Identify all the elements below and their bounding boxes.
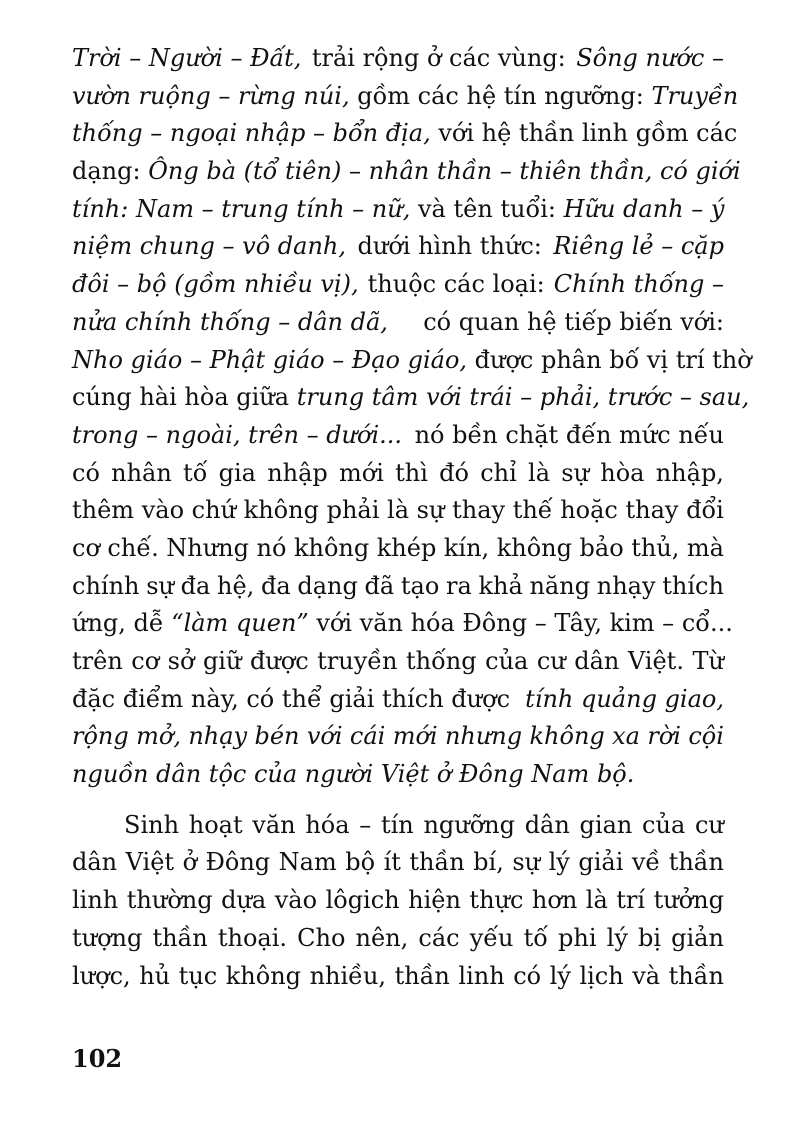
word: mới [339, 458, 384, 487]
word: đa [180, 571, 211, 600]
word: đó [439, 458, 469, 487]
italic-text-segment: Ông bà (tổ tiên) – nhân thần – thiên thần, có giới [148, 157, 741, 186]
word: cư [694, 810, 724, 839]
word: nó [256, 533, 287, 562]
italic-text-segment: “làm quen” [171, 609, 309, 638]
text-line [72, 807, 724, 845]
word: không [243, 496, 319, 525]
text-segment [72, 920, 724, 958]
word: sự [146, 571, 174, 600]
word: cái [349, 722, 386, 751]
word: nên, [355, 923, 409, 952]
word: dân [524, 810, 570, 839]
word: thực [469, 886, 524, 915]
text-line [72, 153, 741, 191]
italic-text-segment: Trời – Người – Đất, [72, 44, 302, 72]
word: lịch [579, 961, 624, 990]
page-body [72, 40, 752, 995]
text-segment [72, 844, 724, 882]
word: thì [395, 458, 428, 487]
paragraph-gap [72, 794, 724, 807]
text-segment: nó bền chặt đến mức nếu [406, 420, 724, 449]
word: vào [141, 496, 185, 525]
word: vào [274, 886, 318, 915]
text-line [72, 78, 739, 116]
text-segment [72, 882, 724, 920]
word: mới [392, 722, 438, 751]
word: chính [72, 571, 140, 600]
word: bí, [473, 848, 504, 877]
word: phi [558, 923, 597, 952]
word: thay [452, 496, 506, 525]
italic-text-segment: nửa chính thống – dân dã, [72, 307, 388, 336]
italic-text-segment: vườn ruộng – rừng núi, [72, 81, 350, 110]
word: linh [72, 886, 119, 915]
italic-text-segment: Truyền [651, 81, 739, 110]
italic-text-segment [72, 718, 724, 756]
text-line [72, 530, 724, 568]
word: hủ [139, 961, 171, 990]
word: – [359, 810, 372, 839]
text-line [72, 417, 724, 455]
word: ngưỡng [423, 810, 515, 839]
text-segment [124, 807, 724, 845]
word: rộng [72, 722, 129, 751]
text-line [72, 342, 752, 380]
word: cơ [72, 533, 100, 562]
text-segment: và tên tuổi: [410, 194, 564, 223]
word: Việt. [627, 647, 684, 675]
word: chỉ [480, 458, 517, 487]
word: dựa [221, 886, 267, 915]
word: Nam [278, 848, 337, 877]
word: không [496, 533, 572, 562]
word: hòa [600, 458, 645, 487]
word: tạo [400, 571, 440, 600]
word: lôgich [325, 886, 400, 915]
word: thần [394, 961, 450, 990]
word: tưởng [653, 886, 724, 915]
word: của [485, 647, 529, 675]
word: hiện [408, 886, 461, 915]
page-number: 102 [72, 1044, 123, 1073]
text-line [72, 681, 724, 719]
text-line [72, 228, 724, 266]
word: và [632, 961, 661, 990]
word: không [529, 722, 605, 751]
word: bị [637, 923, 662, 952]
word: là [585, 886, 608, 915]
word: thường [126, 886, 213, 915]
word: trí [616, 886, 646, 915]
word: Cho [297, 923, 346, 952]
word: linh [458, 961, 505, 990]
word: nhạy [188, 722, 248, 751]
word: ra [446, 571, 472, 600]
word: cơ [131, 647, 160, 675]
word: yếu [469, 923, 514, 952]
text-line [72, 191, 724, 229]
text-segment: với văn hóa Đông – Tây, kim – cổ... [308, 609, 733, 638]
word: sự [561, 458, 590, 487]
word: khép [376, 533, 437, 562]
word: năng [529, 571, 591, 600]
text-line [72, 266, 724, 304]
word: trên [72, 647, 123, 675]
word: cội [688, 722, 724, 751]
word: cư [536, 647, 566, 675]
text-segment: trải rộng ở các vùng: [304, 44, 574, 72]
word: tượng [72, 923, 143, 952]
word: ở [182, 848, 198, 877]
word: thay [625, 496, 679, 525]
word: là [528, 458, 551, 487]
word: không [293, 533, 370, 562]
word: tín [380, 810, 414, 839]
word: rời [647, 722, 681, 751]
italic-text-segment: tính: Nam – trung tính – nữ, [72, 194, 411, 223]
word: kín, [443, 533, 490, 562]
text-line [72, 492, 724, 530]
text-segment [72, 530, 724, 568]
word: nhiều, [309, 961, 387, 990]
word: thần [409, 848, 465, 877]
text-segment: cúng hài hòa giữa [72, 383, 297, 412]
word: Sinh [124, 810, 180, 839]
word: lý [606, 923, 628, 952]
word: được [249, 647, 309, 675]
word: sự [416, 496, 445, 525]
word: bộ [345, 848, 376, 877]
word: có [72, 458, 100, 487]
word: thần [668, 961, 724, 990]
word: xa [612, 722, 640, 751]
text-line [72, 115, 738, 153]
word: nhập, [655, 458, 724, 487]
word: không [225, 961, 302, 990]
word: thần [668, 848, 724, 877]
word: dạng [297, 571, 358, 600]
text-line [72, 455, 724, 493]
word: hoặc [560, 496, 618, 525]
text-line [72, 756, 724, 794]
word: giản [671, 923, 724, 952]
word: sở [167, 647, 195, 675]
word: thoại. [217, 923, 288, 952]
word: tố [183, 458, 208, 487]
word: Đông [205, 848, 271, 877]
italic-text-segment: nguồn dân tộc của người Việt ở Đông Nam bộ. [72, 760, 635, 789]
text-segment: có quan hệ tiếp biến với: [415, 307, 724, 336]
text-line [72, 304, 724, 342]
text-segment: ứng, dễ [72, 609, 172, 638]
italic-text-segment: Chính thống – [553, 270, 724, 299]
italic-text-segment: Hữu danh – ý [563, 194, 725, 223]
word: ít [383, 848, 401, 877]
word: thích [662, 571, 724, 600]
word: là [387, 496, 410, 525]
text-line [72, 40, 724, 78]
text-line [72, 882, 724, 920]
text-segment [72, 568, 724, 606]
italic-text-segment: trong – ngoài, trên – dưới... [72, 420, 403, 449]
word: truyền [317, 647, 398, 675]
word: có [513, 961, 542, 990]
text-line [72, 718, 724, 756]
text-line [72, 844, 724, 882]
text-line [72, 920, 724, 958]
word: đa [261, 571, 291, 600]
italic-text-segment: Sông nước – [576, 44, 724, 72]
word: bảo [579, 533, 624, 562]
word: chế. [107, 533, 159, 562]
word: thần [152, 923, 208, 952]
text-segment: đặc điểm này, có thể giải thích được [72, 684, 518, 713]
word: lý [548, 848, 570, 877]
word: chứ [191, 496, 237, 525]
word: dân [574, 647, 620, 675]
text-segment [72, 455, 724, 493]
text-segment [72, 643, 724, 681]
text-line [72, 568, 724, 606]
word: Nhưng [166, 533, 249, 562]
italic-text-segment: Nho giáo – Phật giáo – Đạo giáo, [72, 345, 468, 374]
word: Việt [125, 848, 175, 877]
word: về [631, 848, 661, 877]
word: tục [178, 961, 218, 990]
word: hoạt [188, 810, 243, 839]
text-line [72, 958, 724, 996]
italic-text-segment: tính quảng giao, [525, 684, 724, 713]
word: thế [512, 496, 553, 525]
word: hệ, [217, 571, 255, 600]
word: thủ, [631, 533, 680, 562]
text-segment [72, 958, 724, 996]
word: lược, [72, 961, 131, 990]
text-segment: dạng: [72, 157, 149, 186]
italic-text-segment: trung tâm với trái – phải, trước – sau, [296, 383, 750, 412]
text-line [72, 605, 733, 643]
word: giữ [202, 647, 242, 675]
word: hơn [531, 886, 578, 915]
word: thống [406, 647, 477, 675]
italic-text-segment: niệm chung – vô danh, [72, 232, 347, 261]
word: nhập [267, 458, 328, 487]
word: với [306, 722, 343, 751]
text-segment: được phân bố vị trí thờ [467, 345, 752, 374]
word: giải [578, 848, 624, 877]
word: thêm [72, 496, 135, 525]
word: bén [254, 722, 300, 751]
word: các [418, 923, 460, 952]
text-line [72, 379, 750, 417]
text-segment: gồm các hệ tín ngưỡng: [349, 81, 652, 110]
word: của [642, 810, 686, 839]
word: tố [523, 923, 548, 952]
word: hóa [305, 810, 350, 839]
word: mà [686, 533, 724, 562]
text-segment: thuộc các loại: [360, 270, 553, 299]
word: nhưng [444, 722, 523, 751]
word: nhạy [596, 571, 656, 600]
italic-text-segment: thống – ngoại nhập – bổn địa, [72, 119, 431, 148]
word: gia [218, 458, 256, 487]
word: mở, [136, 722, 181, 751]
word: gian [579, 810, 633, 839]
word: khả [478, 571, 523, 600]
word: sự [512, 848, 541, 877]
italic-text-segment: Riêng lẻ – cặp [553, 232, 724, 261]
word: lý [549, 961, 571, 990]
word: dân [72, 848, 118, 877]
word: đã [364, 571, 395, 600]
text-segment: dưới hình thức: [349, 232, 550, 261]
text-line [72, 643, 724, 681]
italic-text-segment: đôi – bộ (gồm nhiều vị), [72, 270, 359, 299]
text-segment [72, 492, 724, 530]
word: nhân [111, 458, 172, 487]
word: đổi [686, 496, 724, 525]
word: phải [326, 496, 380, 525]
text-segment: với hệ thần linh gồm các [430, 119, 738, 148]
word: Từ [692, 647, 724, 675]
word: văn [252, 810, 296, 839]
